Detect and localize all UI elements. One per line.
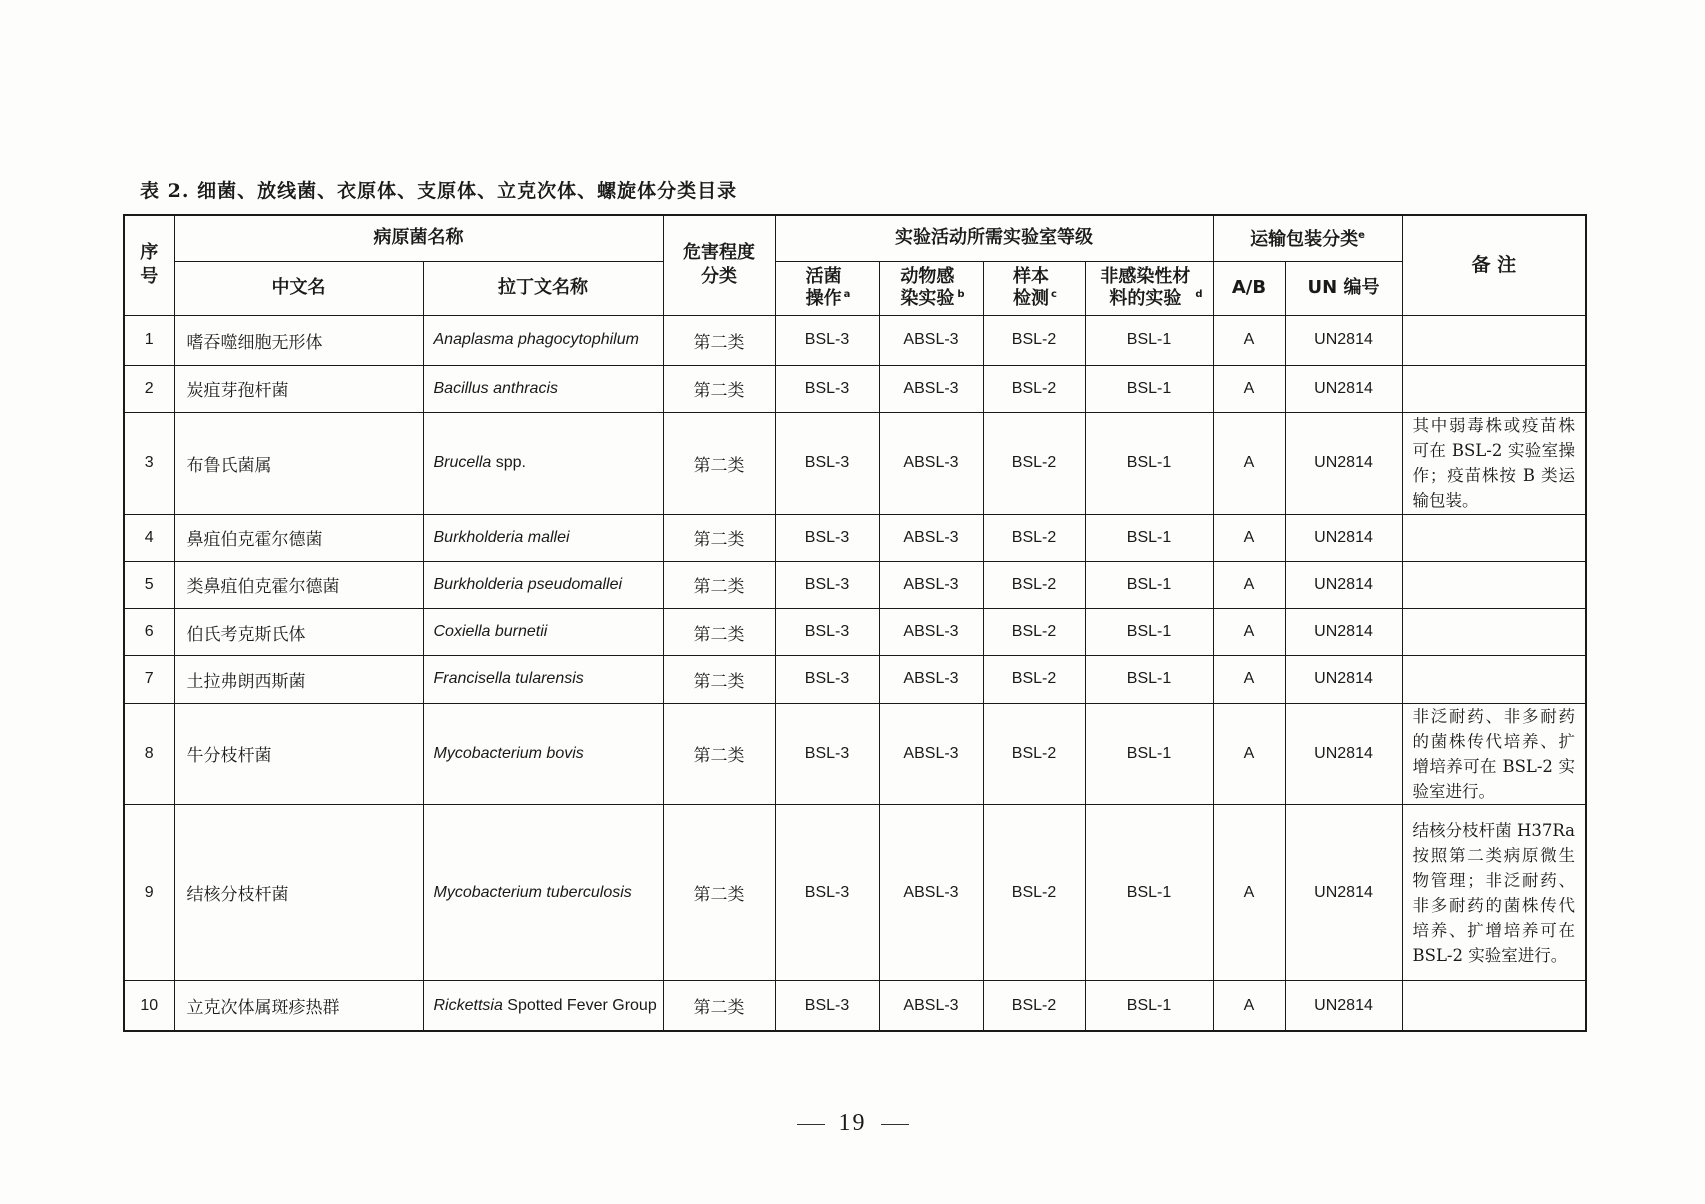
pathogen-table: [123, 214, 1587, 1032]
cell-ab: A: [1213, 805, 1285, 981]
cell-remarks: [1402, 514, 1586, 561]
cell-ab: A: [1213, 514, 1285, 561]
cell-animal: ABSL-3: [879, 609, 983, 656]
cell-remarks: [1402, 561, 1586, 608]
cell-noninfect: BSL-1: [1085, 315, 1213, 365]
cell-live: BSL-3: [775, 609, 879, 656]
cell-ab: A: [1213, 561, 1285, 608]
header-transport: 运输包装分类$^e$: [1213, 215, 1402, 261]
cell-seq: 2: [124, 365, 174, 412]
cell-animal: ABSL-3: [879, 981, 983, 1031]
cell-latin-name: [423, 805, 663, 981]
cell-animal: ABSL-3: [879, 656, 983, 703]
cell-noninfect: BSL-1: [1085, 703, 1213, 805]
cell-remarks: [1402, 981, 1586, 1031]
cell-chinese-name: 布鲁氏菌属: [174, 413, 423, 515]
cell-live: BSL-3: [775, 656, 879, 703]
cell-remarks: [1402, 609, 1586, 656]
cell-seq: 10: [124, 981, 174, 1031]
latin-genus-species: Burkholderia mallei: [433, 528, 570, 546]
latin-genus-species: Francisella tularensis: [433, 670, 584, 688]
cell-seq: 7: [124, 656, 174, 703]
cell-hazard: 第二类: [663, 656, 775, 703]
header-animal: 动物感染实验 $^b$: [879, 261, 983, 315]
cell-noninfect: BSL-1: [1085, 981, 1213, 1031]
header-noninfect: 非感染性材料的实验 $^d$: [1085, 261, 1213, 315]
cell-un: UN2814: [1285, 609, 1402, 656]
cell-ab: A: [1213, 656, 1285, 703]
cell-animal: ABSL-3: [879, 805, 983, 981]
latin-genus-species: Bacillus anthracis: [433, 379, 558, 397]
page-dash-left: [797, 1124, 825, 1125]
cell-animal: ABSL-3: [879, 514, 983, 561]
cell-ab: A: [1213, 981, 1285, 1031]
cell-chinese-name: 牛分枝杆菌: [174, 703, 423, 805]
cell-noninfect: BSL-1: [1085, 561, 1213, 608]
latin-genus-species: Brucella: [433, 454, 492, 472]
cell-sample: BSL-2: [983, 981, 1085, 1031]
cell-seq: 9: [124, 805, 174, 981]
cell-live: BSL-3: [775, 703, 879, 805]
cell-remarks: [1402, 315, 1586, 365]
cell-remarks: 结核分枝杆菌 H37Ra 按照第二类病原微生物管理；非泛耐药、非多耐药的菌株传代培养、扩增培养可在 BSL-2 实验室进行。: [1402, 805, 1586, 981]
cell-un: UN2814: [1285, 315, 1402, 365]
latin-genus-species: Anaplasma phagocytophilum: [433, 331, 639, 349]
cell-sample: BSL-2: [983, 365, 1085, 412]
cell-remarks: [1402, 656, 1586, 703]
cell-animal: ABSL-3: [879, 365, 983, 412]
cell-hazard: 第二类: [663, 805, 775, 981]
cell-hazard: 第二类: [663, 514, 775, 561]
cell-hazard: 第二类: [663, 981, 775, 1031]
cell-sample: BSL-2: [983, 561, 1085, 608]
cell-latin-name: [423, 609, 663, 656]
cell-chinese-name: 嗜吞噬细胞无形体: [174, 315, 423, 365]
header-un: UN 编号: [1285, 261, 1402, 315]
cell-hazard: 第二类: [663, 561, 775, 608]
cell-live: BSL-3: [775, 561, 879, 608]
cell-seq: 4: [124, 514, 174, 561]
cell-animal: ABSL-3: [879, 413, 983, 515]
header-latin-name: 拉丁文名称: [423, 261, 663, 315]
table-row: [124, 703, 1586, 805]
table-row: [124, 656, 1586, 703]
cell-chinese-name: 炭疽芽孢杆菌: [174, 365, 423, 412]
latin-genus-species: Mycobacterium tuberculosis: [433, 883, 632, 901]
cell-noninfect: BSL-1: [1085, 514, 1213, 561]
cell-latin-name: [423, 413, 663, 515]
cell-hazard: 第二类: [663, 413, 775, 515]
cell-live: BSL-3: [775, 365, 879, 412]
cell-un: UN2814: [1285, 561, 1402, 608]
cell-noninfect: BSL-1: [1085, 365, 1213, 412]
latin-suffix: Spotted Fever Group: [502, 996, 657, 1014]
table-body: [124, 315, 1586, 1031]
cell-remarks: [1402, 365, 1586, 412]
cell-un: UN2814: [1285, 703, 1402, 805]
header-pathogen-name: 病原菌名称: [174, 215, 663, 261]
cell-chinese-name: 结核分枝杆菌: [174, 805, 423, 981]
cell-sample: BSL-2: [983, 514, 1085, 561]
cell-un: UN2814: [1285, 413, 1402, 515]
header-lab-level: 实验活动所需实验室等级: [775, 215, 1213, 261]
table-row: [124, 365, 1586, 412]
cell-latin-name: [423, 315, 663, 365]
cell-un: UN2814: [1285, 981, 1402, 1031]
header-sample: 样本检测 $^c$: [983, 261, 1085, 315]
header-hazard: 危害程度分类: [663, 215, 775, 315]
cell-chinese-name: 土拉弗朗西斯菌: [174, 656, 423, 703]
cell-seq: 1: [124, 315, 174, 365]
table-caption: 表 2. 细菌、放线菌、衣原体、支原体、立克次体、螺旋体分类目录: [140, 180, 738, 202]
latin-genus-species: Mycobacterium bovis: [433, 744, 584, 762]
cell-sample: BSL-2: [983, 805, 1085, 981]
cell-seq: 8: [124, 703, 174, 805]
cell-chinese-name: 伯氏考克斯氏体: [174, 609, 423, 656]
cell-noninfect: BSL-1: [1085, 656, 1213, 703]
cell-ab: A: [1213, 609, 1285, 656]
cell-latin-name: [423, 365, 663, 412]
cell-un: UN2814: [1285, 656, 1402, 703]
cell-latin-name: [423, 561, 663, 608]
cell-chinese-name: 类鼻疽伯克霍尔德菌: [174, 561, 423, 608]
cell-noninfect: BSL-1: [1085, 805, 1213, 981]
header-live: 活菌操作 $^a$: [775, 261, 879, 315]
cell-noninfect: BSL-1: [1085, 413, 1213, 515]
cell-un: UN2814: [1285, 365, 1402, 412]
header-seq: 序号: [124, 215, 174, 315]
cell-chinese-name: 鼻疽伯克霍尔德菌: [174, 514, 423, 561]
cell-latin-name: [423, 703, 663, 805]
table-row: [124, 514, 1586, 561]
table-row: [124, 981, 1586, 1031]
cell-live: BSL-3: [775, 514, 879, 561]
latin-genus-species: Coxiella burnetii: [433, 623, 548, 641]
cell-ab: A: [1213, 413, 1285, 515]
cell-animal: ABSL-3: [879, 315, 983, 365]
cell-hazard: 第二类: [663, 315, 775, 365]
cell-seq: 6: [124, 609, 174, 656]
cell-live: BSL-3: [775, 315, 879, 365]
header-ab: A/B: [1213, 261, 1285, 315]
cell-hazard: 第二类: [663, 609, 775, 656]
cell-remarks: 非泛耐药、非多耐药的菌株传代培养、扩增培养可在 BSL-2 实验室进行。: [1402, 703, 1586, 805]
latin-genus-species: Burkholderia pseudomallei: [433, 575, 623, 593]
cell-live: BSL-3: [775, 981, 879, 1031]
cell-un: UN2814: [1285, 514, 1402, 561]
cell-animal: ABSL-3: [879, 561, 983, 608]
table-row: [124, 315, 1586, 365]
cell-latin-name: [423, 514, 663, 561]
latin-genus-species: Rickettsia: [433, 996, 503, 1014]
cell-hazard: 第二类: [663, 365, 775, 412]
cell-latin-name: [423, 981, 663, 1031]
cell-sample: BSL-2: [983, 413, 1085, 515]
cell-live: BSL-3: [775, 805, 879, 981]
cell-sample: BSL-2: [983, 315, 1085, 365]
page-dash-right: [881, 1124, 909, 1125]
cell-animal: ABSL-3: [879, 703, 983, 805]
cell-seq: 3: [124, 413, 174, 515]
latin-suffix: spp.: [491, 454, 526, 472]
cell-sample: BSL-2: [983, 609, 1085, 656]
table-row: [124, 413, 1586, 515]
header-chinese-name: 中文名: [174, 261, 423, 315]
table-row: [124, 561, 1586, 608]
page-number: 19: [0, 1110, 1705, 1137]
cell-remarks: 其中弱毒株或疫苗株可在 BSL-2 实验室操作；疫苗株按 B 类运输包装。: [1402, 413, 1586, 515]
table-row: [124, 609, 1586, 656]
cell-un: UN2814: [1285, 805, 1402, 981]
cell-ab: A: [1213, 703, 1285, 805]
cell-ab: A: [1213, 315, 1285, 365]
cell-noninfect: BSL-1: [1085, 609, 1213, 656]
table-row: [124, 805, 1586, 981]
cell-sample: BSL-2: [983, 703, 1085, 805]
cell-latin-name: [423, 656, 663, 703]
cell-chinese-name: 立克次体属斑疹热群: [174, 981, 423, 1031]
header-remarks: 备 注: [1402, 215, 1586, 315]
cell-hazard: 第二类: [663, 703, 775, 805]
cell-live: BSL-3: [775, 413, 879, 515]
cell-ab: A: [1213, 365, 1285, 412]
cell-sample: BSL-2: [983, 656, 1085, 703]
cell-seq: 5: [124, 561, 174, 608]
